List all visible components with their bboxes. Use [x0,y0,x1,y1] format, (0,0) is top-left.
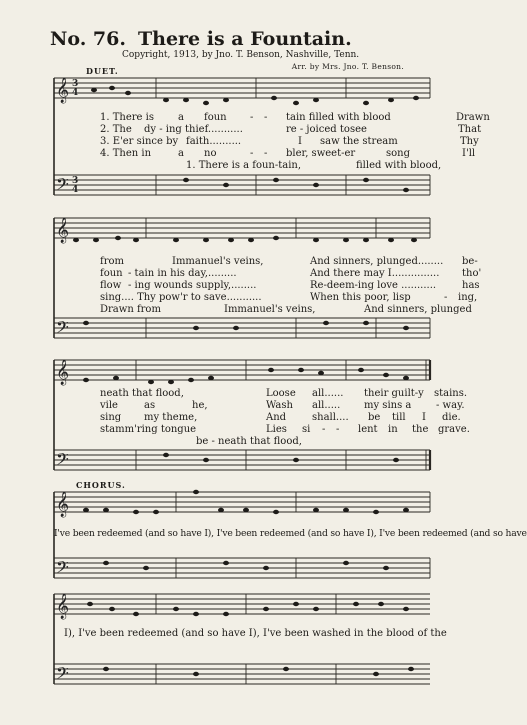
music-system-1: 𝄞 𝄢 3 4 3 4 DUET. 1. There is a foun - - tain filled with blood Drawn 2. The dy - ing thief........... re - joiced to see That 3. E'er since by faith.......... I saw the stream Thy 4. Then in a no - - bler, sweet-er song I'll 1. There is a foun-tain, filled with blood, [46,66,434,212]
svg-text:4: 4 [72,185,79,195]
chorus-label: CHORUS. [76,480,126,490]
chorus-system-1: 𝄞 𝄢 CHORUS. I've been redeemed (and so have I), I've been redeemed (and so have I), I've been redeemed (and so have [46,482,434,586]
page-header [0,0,480,72]
hymn-number: No. 76. [50,28,126,50]
chorus-staff-2 [46,586,434,696]
music-system-2: 𝄞 𝄢 from Immanuel's veins, And sinners, plunged........ be- foun - tain in his day,......... And there may I............... tho' flow - ing wounds supply,........ Re-deem-ing love ........... has sing.... Thy pow'r to save........... When this poor, lisp - ing, Drawn from Immanuel's veins, And sinners, plunged [46,212,434,356]
svg-text:𝄢: 𝄢 [56,174,69,198]
music-system-3: 𝄞 𝄢 neath that flood, Loose all...... their guilt-y stains. vile as he, Wash all..... my sins a - way. sing my theme, And shall.... be till I die. stamm'ring tongue Lies si - - lent in the grave. be - neath that flood, [46,356,434,482]
arranger-line: Arr. by Mrs. Jno. T. Benson. [291,62,404,71]
svg-text:𝄢: 𝄢 [56,557,69,581]
svg-text:𝄢: 𝄢 [56,317,69,341]
svg-text:𝄢: 𝄢 [56,449,69,473]
duet-label: DUET. [86,66,119,76]
svg-text:𝄞: 𝄞 [56,78,70,103]
svg-text:𝄢: 𝄢 [56,663,69,687]
svg-text:𝄞: 𝄞 [56,594,70,619]
hymn-title: There is a Fountain. [138,28,352,50]
chorus-system-2: 𝄞 𝄢 I), I've been redeemed (and so have I), I've been washed in the blood of the [46,586,434,696]
svg-text:𝄞: 𝄞 [56,218,70,243]
svg-text:𝄞: 𝄞 [56,492,70,517]
svg-text:3: 3 [72,176,79,186]
svg-text:4: 4 [72,88,79,98]
svg-text:3: 3 [72,79,79,89]
svg-text:𝄞: 𝄞 [56,360,70,385]
copyright-line: Copyright, 1913, by Jno. T. Benson, Nashville, Tenn. [122,50,360,60]
